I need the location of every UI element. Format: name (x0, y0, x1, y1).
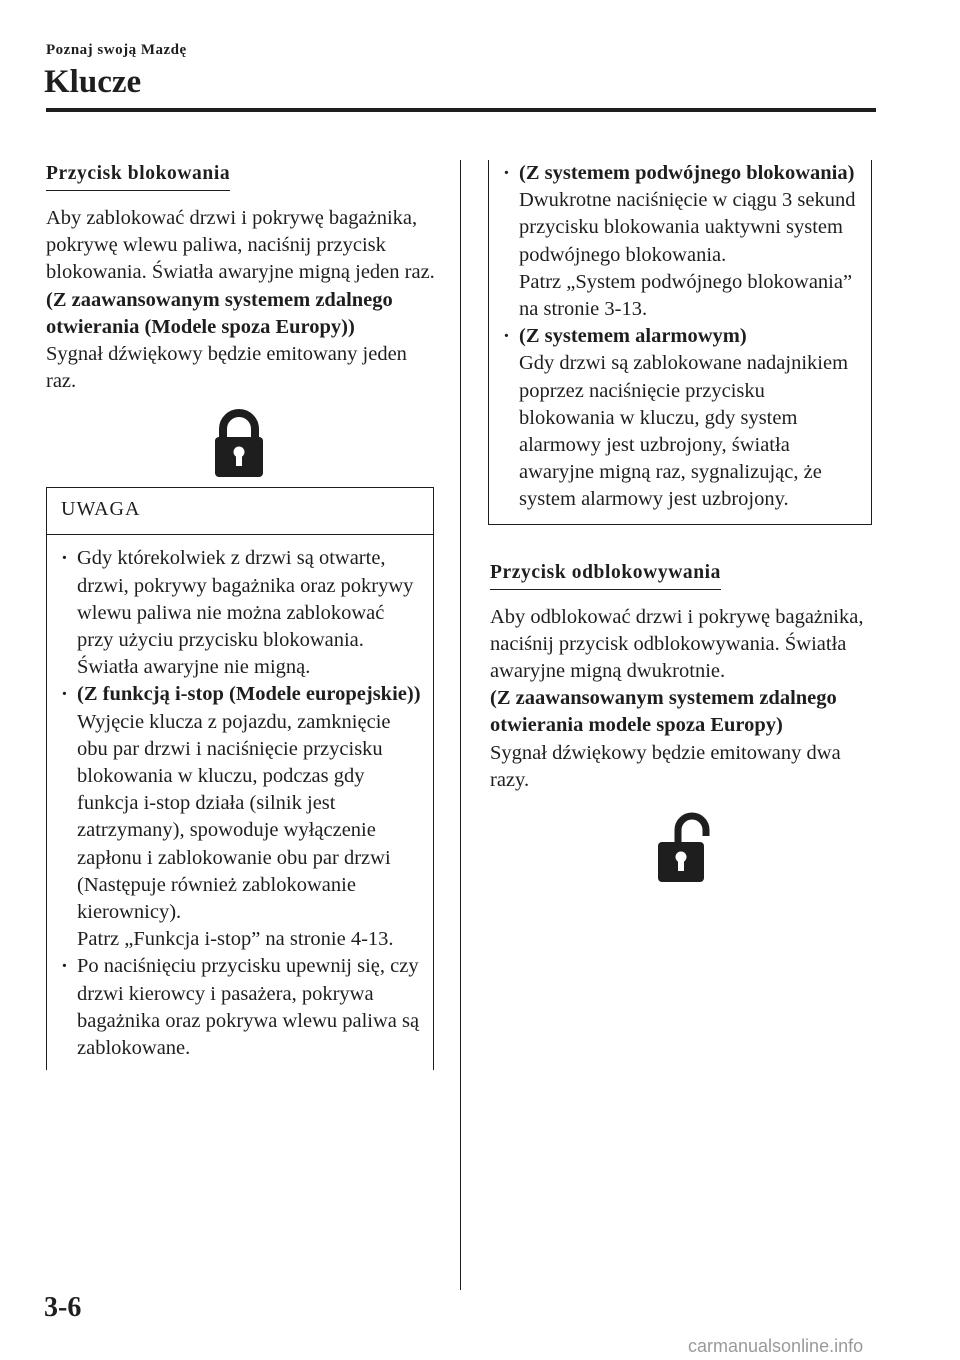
note-item-reference: Patrz „Funkcja i-stop” na stronie 4-13. (77, 928, 394, 951)
note-item-condition: (Z funkcją i-stop (Modele europejskie)) (77, 683, 421, 706)
bullet: · (503, 325, 510, 348)
note-item (61, 545, 421, 681)
note-item-reference: Patrz „System podwójnego blokowania” na stronie 3-13. (519, 270, 853, 321)
unlock-condition: (Z zaawansowanym systemem zdalnego otwierania modele spoza Europy) (490, 687, 837, 737)
lock-closed-icon (213, 409, 265, 479)
note-item (503, 323, 859, 513)
note-item (61, 681, 421, 953)
bullet: · (503, 162, 510, 184)
note-item-text: Dwukrotne naciśnięcie w ciągu 3 sekund przycisku blokowania uaktywni system podwójnego blokowania. (519, 189, 856, 266)
page-number: 3-6 (44, 1292, 82, 1323)
header-rule (46, 108, 876, 112)
watermark: carmanualsonline.info (688, 1336, 864, 1356)
lock-para-1: Aby zablokować drzwi i pokrywę bagażnika, pokrywę wlewu paliwa, naciśnij przycisk blokowania. Światła awaryjne migną jeden raz. (46, 207, 435, 284)
note-item-text: Po naciśnięciu przycisku upewnij się, czy drzwi kierowcy i pasażera, pokrywa bagażnika oraz pokrywa wlewu paliwa są zablokowane. (77, 955, 420, 1060)
note-item-text: Gdy którekolwiek z drzwi są otwarte, drzwi, pokrywy bagażnika oraz pokrywy wlewu paliwa nie można zablokować przy użyciu przycisku blokowania. Światła awaryjne nie migną. (77, 547, 414, 679)
page-title: Klucze (44, 64, 142, 100)
note-item (503, 160, 859, 323)
note-item-content (519, 323, 859, 513)
note-item-condition: (Z systemem alarmowym) (519, 325, 747, 348)
lock-open-icon (656, 810, 712, 884)
unlock-para-2: Sygnał dźwiękowy będzie emitowany dwa razy. (490, 741, 841, 791)
note-heading: UWAGA (47, 488, 433, 535)
bullet: · (61, 955, 68, 978)
right-column (490, 160, 880, 886)
chapter-label: Poznaj swoją Mazdę (46, 42, 187, 58)
bullet: · (61, 547, 68, 570)
bullet: · (61, 683, 68, 706)
unlock-para-1: Aby odblokować drzwi i pokrywę bagażnika, naciśnij przycisk odblokowywania. Światła awaryjne migną dwukrotnie. (490, 605, 864, 683)
lock-para-2: Sygnał dźwiękowy będzie emitowany jeden raz. (46, 343, 407, 393)
note-item-condition: (Z systemem podwójnego blokowania) (519, 162, 855, 184)
note-body (47, 535, 433, 1070)
lock-icon-area (46, 395, 436, 487)
note-box-continued (488, 160, 872, 525)
lock-condition: (Z zaawansowanym systemem zdalnego otwierania (Modele spoza Europy)) (46, 288, 393, 338)
note-item-content (77, 681, 421, 953)
note-item (61, 953, 421, 1062)
unlock-icon-area (490, 794, 880, 886)
note-item-text: Wyjęcie klucza z pojazdu, zamknięcie obu par drzwi i naciśnięcie przycisku blokowania w kluczu, podczas gdy funkcja i-stop działa (silnik jest zatrzymany), spowoduje wyłączenie zapłonu i zablokowanie obu par drzwi (Następuje również zablokowanie kierownicy). (77, 710, 391, 924)
left-column (46, 160, 436, 1070)
lock-section-heading: Przycisk blokowania (46, 162, 230, 191)
unlock-section-heading: Przycisk odblokowywania (490, 561, 721, 590)
note-item-content (519, 160, 859, 323)
note-item-text: Gdy drzwi są zablokowane nadajnikiem poprzez naciśnięcie przycisku blokowania w kluczu, gdy system alarmowy jest uzbrojony, światła awaryjne migną raz, sygnalizując, że system alarmowy jest uzbrojony. (519, 352, 849, 511)
note-box (46, 487, 434, 1070)
column-separator (460, 160, 461, 1290)
